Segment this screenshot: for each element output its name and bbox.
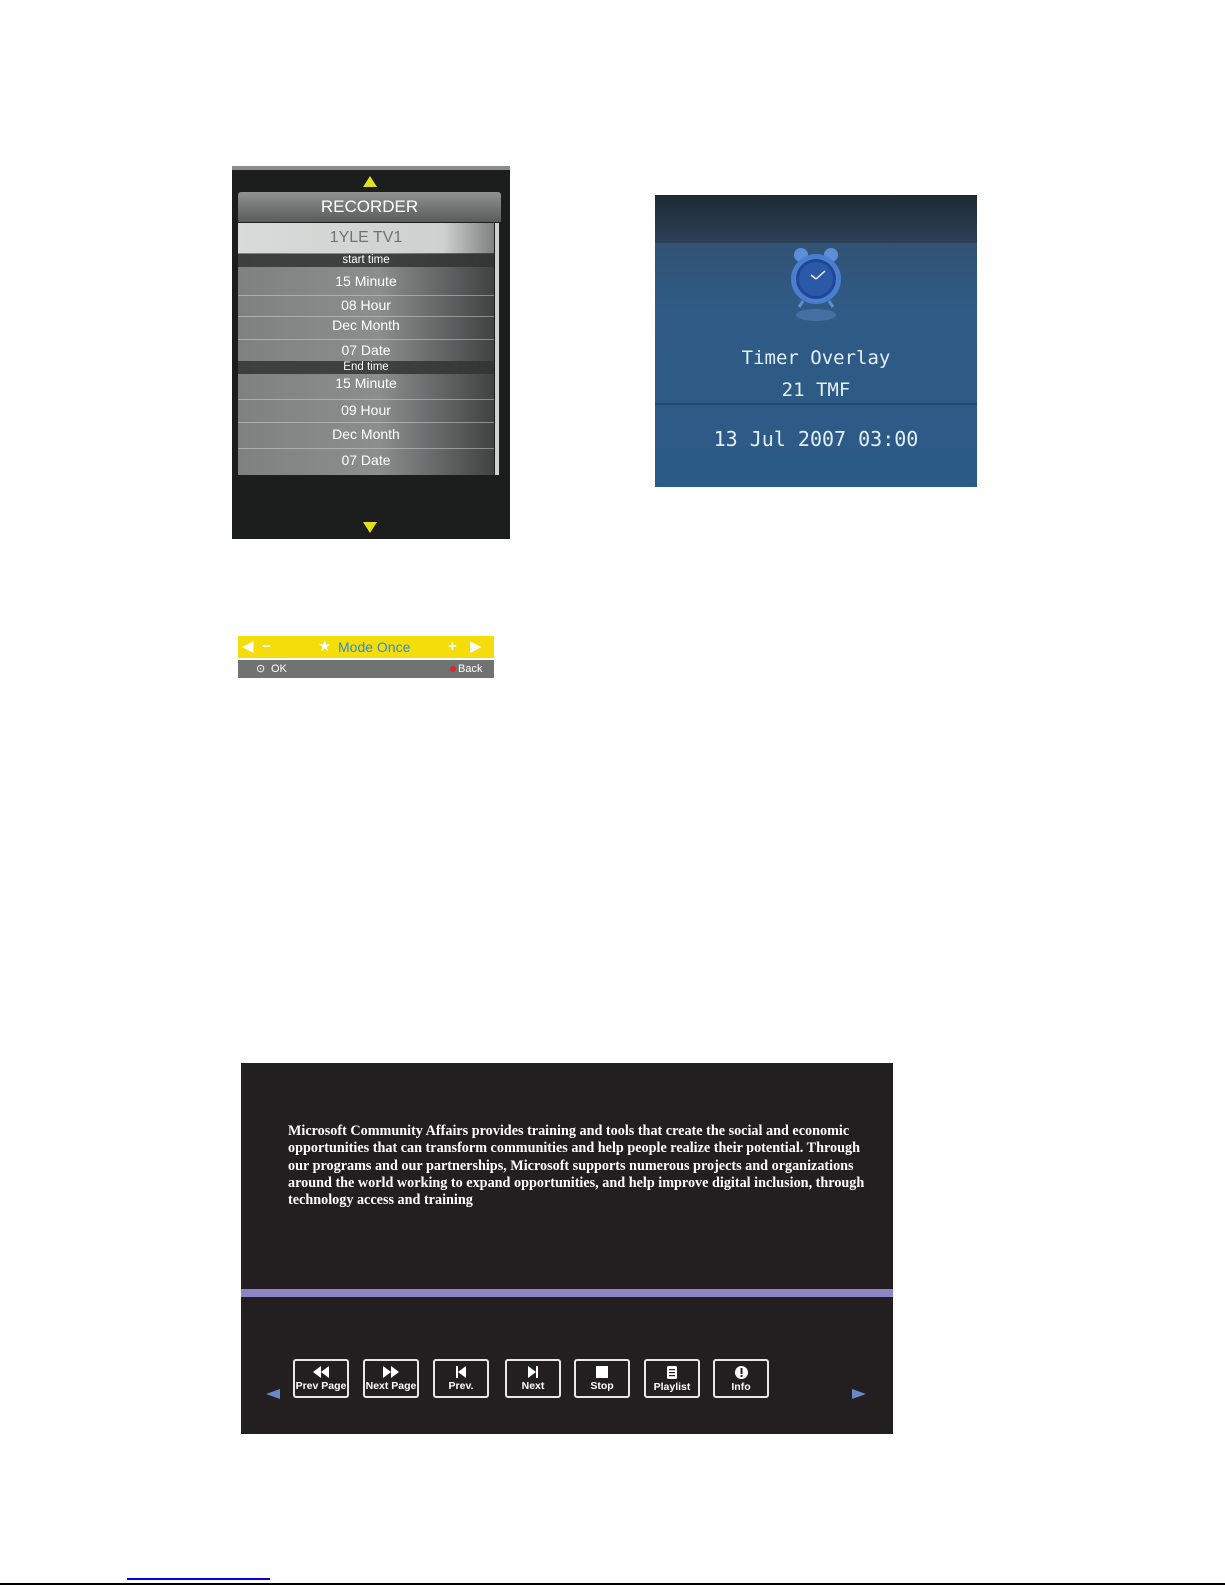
- end-time-section-label: End time: [238, 361, 494, 374]
- minus-icon[interactable]: −: [262, 638, 271, 655]
- top-band: [655, 195, 977, 243]
- timer-datetime: 13 Jul 2007 03:00: [713, 427, 919, 451]
- divider: [238, 339, 494, 340]
- arrow-left-icon[interactable]: ◀: [242, 638, 254, 655]
- playlist-button[interactable]: [644, 1359, 700, 1398]
- mode-label: Mode Once: [338, 639, 411, 655]
- mode-selector[interactable]: [238, 636, 494, 658]
- viewer-body-text: Microsoft Community Affairs provides training and tools that create the social and economic opportunities that can transform communities and help people realize their potential. Through our programs and our partnerships, Microsoft supports numerous projects and organizations around the world working to expand opportunities, and help improve digital inclusion, through technology access and training: [288, 1123, 865, 1209]
- prev-page-button[interactable]: [293, 1359, 349, 1398]
- playlist-icon: [666, 1366, 678, 1379]
- recorder-panel: [232, 166, 510, 675]
- stop-button[interactable]: [574, 1359, 630, 1398]
- next-label: Next: [521, 1380, 545, 1392]
- ok-icon: ⊙: [256, 663, 266, 675]
- recorder-footer: [238, 660, 494, 678]
- plus-icon[interactable]: +: [448, 638, 457, 655]
- next-page-label: Next Page: [365, 1380, 417, 1392]
- prev-label: Prev.: [448, 1380, 474, 1392]
- start-hour-item[interactable]: 08 Hour: [341, 297, 391, 313]
- ok-label[interactable]: OK: [271, 663, 287, 675]
- divider: [238, 422, 494, 423]
- skip-back-icon: [455, 1366, 467, 1378]
- start-date-item[interactable]: 07 Date: [341, 342, 391, 358]
- channel-field[interactable]: 1YLE TV1: [238, 223, 494, 253]
- panel-top-rule: [232, 166, 510, 170]
- recorder-title: RECORDER: [238, 192, 501, 222]
- recorder-settings-list: [238, 253, 494, 475]
- end-minute-item[interactable]: 15 Minute: [335, 375, 397, 391]
- scroll-up-arrow-icon[interactable]: [363, 176, 377, 187]
- skip-forward-icon: [527, 1366, 539, 1378]
- alarm-clock-icon: [785, 245, 847, 325]
- next-button[interactable]: [505, 1359, 561, 1398]
- hyperlink-underline[interactable]: [127, 1578, 270, 1580]
- stop-icon: [596, 1366, 608, 1378]
- end-month-item[interactable]: Dec Month: [332, 426, 400, 442]
- scrollbar[interactable]: [495, 223, 499, 475]
- timer-channel: 21 TMF: [781, 379, 851, 401]
- start-time-section-label: start time: [238, 254, 494, 267]
- info-button[interactable]: [713, 1359, 769, 1398]
- next-arrow-icon[interactable]: [852, 1389, 866, 1399]
- divider: [238, 448, 494, 449]
- star-icon: ★: [318, 638, 332, 655]
- timer-title: Timer Overlay: [741, 347, 891, 369]
- scroll-down-arrow-icon[interactable]: [363, 522, 377, 533]
- divider: [238, 295, 494, 296]
- next-page-button[interactable]: [363, 1359, 419, 1398]
- text-viewer-panel: [241, 1063, 893, 1434]
- fast-forward-icon: [381, 1366, 401, 1378]
- back-label[interactable]: Back: [458, 663, 483, 675]
- end-hour-item[interactable]: 09 Hour: [341, 402, 391, 418]
- red-button-icon: [450, 666, 456, 672]
- arrow-right-icon[interactable]: ▶: [470, 638, 482, 655]
- prev-button[interactable]: [433, 1359, 489, 1398]
- playlist-label: Playlist: [653, 1381, 691, 1393]
- divider: [238, 399, 494, 400]
- end-date-item[interactable]: 07 Date: [341, 452, 391, 468]
- timer-overlay-panel: [655, 195, 977, 487]
- info-label: Info: [731, 1381, 751, 1393]
- start-minute-item[interactable]: 15 Minute: [335, 273, 397, 289]
- stop-label: Stop: [590, 1380, 614, 1392]
- prev-page-label: Prev Page: [295, 1380, 347, 1392]
- prev-arrow-icon[interactable]: [266, 1389, 280, 1399]
- separator-bar: [241, 1289, 893, 1297]
- info-icon: [735, 1366, 748, 1379]
- start-month-item[interactable]: Dec Month: [332, 317, 400, 333]
- divider: [655, 403, 977, 405]
- rewind-icon: [311, 1366, 331, 1378]
